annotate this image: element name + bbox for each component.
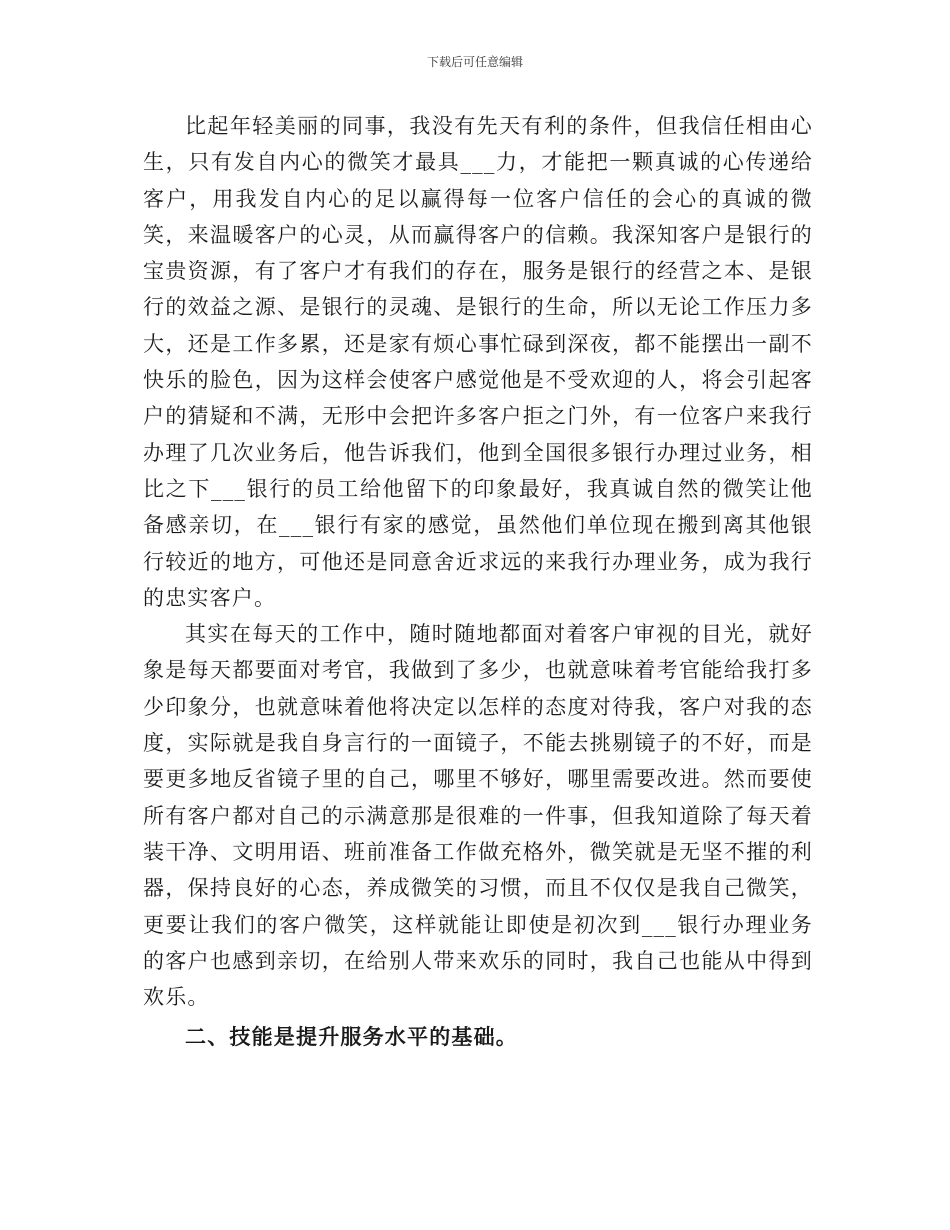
section-heading: 二、技能是提升服务水平的基础。	[185, 1025, 518, 1050]
paragraph-customer-mirror: 其实在每天的工作中，随时随地都面对着客户审视的目光，就好象是每天都要面对考官，我做到了多少，也就意味着考官能给我打多少印象分，也就意味着他将决定以怎样的态度对待我，客户对我的态度，实际就是我自身言行的一面镜子，不能去挑剔镜子的不好，而是要更多地反省镜子里的自己，哪里不够好，哪里需要改进。然而要使所有客户都对自己的示满意那是很难的一件事，但我知道除了每天着装干净、文明用语、班前准备工作做充格外，微笑就是无坚不摧的利器，保持良好的心态，养成微笑的习惯，而且不仅仅是我自己微笑，更要让我们的客户微笑，这样就能让即使是初次到___银行办理业务的客户也感到亲切，在给别人带来欢乐的同时，我自己也能从中得到欢乐。	[143, 622, 813, 1010]
page-header-note: 下载后可任意编辑	[426, 55, 523, 69]
document-body	[143, 108, 813, 1056]
paragraph-smile-service: 比起年轻美丽的同事，我没有先天有利的条件，但我信任相由心生，只有发自内心的微笑才最具___力，才能把一颗真诚的心传递给客户，用我发自内心的足以赢得每一位客户信任的会心的真诚的微笑，来温暖客户的心灵，从而赢得客户的信赖。我深知客户是银行的宝贵资源，有了客户才有我们的存在，服务是银行的经营之本、是银行的效益之源、是银行的灵魂、是银行的生命，所以无论工作压力多大，还是工作多累，还是家有烦心事忙碌到深夜，都不能摆出一副不快乐的脸色，因为这样会使客户感觉他是不受欢迎的人，将会引起客户的猜疑和不满，无形中会把许多客户拒之门外，有一位客户来我行办理了几次业务后，他告诉我们，他到全国很多银行办理过业务，相比之下___银行的员工给他留下的印象最好，我真诚自然的微笑让他备感亲切，在___银行有家的感觉，虽然他们单位现在搬到离其他银行较近的地方，可他还是同意舍近求远的来我行办理业务，成为我行的忠实客户。	[143, 114, 813, 610]
